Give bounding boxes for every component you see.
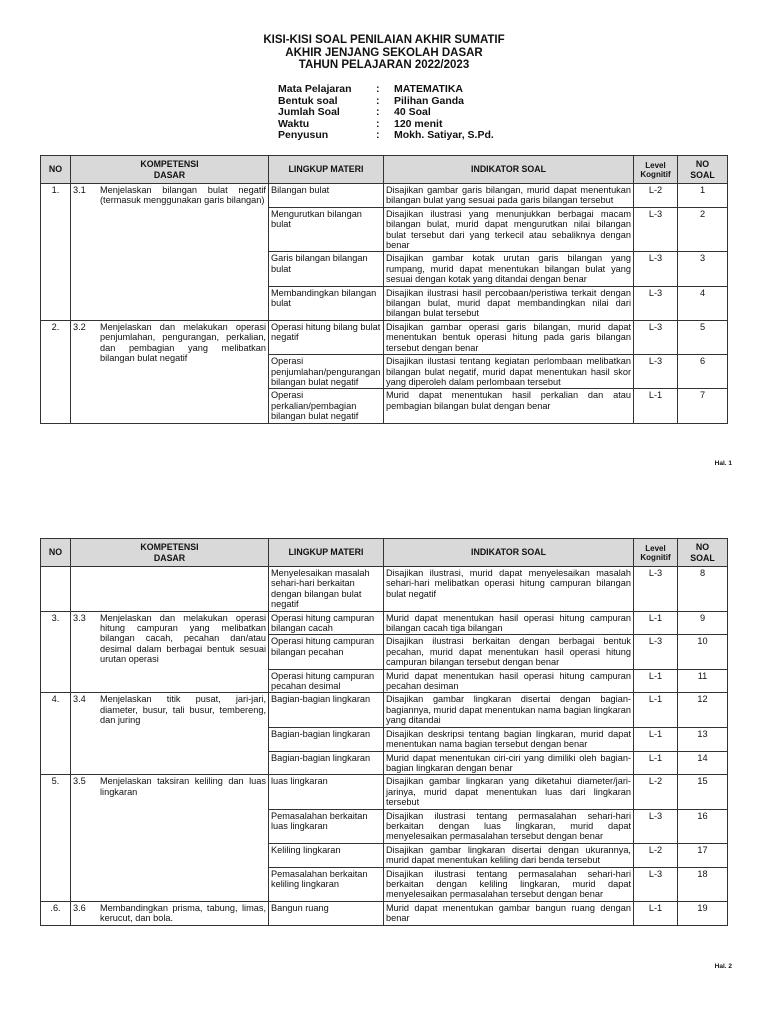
cell-nosoal: 19 <box>678 901 728 925</box>
table-row <box>41 775 728 809</box>
header-nosoal <box>678 156 728 184</box>
kd-number: 3.1 <box>73 185 86 195</box>
cell-no: 2. <box>41 320 71 423</box>
kd-text: Membandingkan prisma, tabung, limas, kerucut, dan bola. <box>100 902 266 924</box>
info-row <box>278 107 494 119</box>
cell-nosoal: 5 <box>678 320 728 354</box>
cell-lingkup: Operasi perkalian/pembagian bilangan bulat negatif <box>269 389 384 423</box>
kd-number: 3.5 <box>73 776 86 787</box>
cell-kompetensi <box>71 775 269 901</box>
cell-indikator: Murid dapat menentukan hasil operasi hitung campuran bilangan cacah tiga bilangan <box>384 611 634 635</box>
cell-nosoal: 13 <box>678 727 728 751</box>
cell-lingkup: Pemasalahan berkaitan keliling lingkaran <box>269 867 384 901</box>
info-label: Bentuk soal <box>278 94 338 107</box>
cell-lingkup: Operasi hitung campuran pecahan desimal <box>269 669 384 693</box>
title-line-2: AKHIR JENJANG SEKOLAH DASAR <box>285 46 483 59</box>
page-number-1: Hal. 1 <box>714 460 732 467</box>
cell-level: L-1 <box>634 727 678 751</box>
header-lingkup: LINGKUP MATERI <box>269 539 384 567</box>
cell-lingkup: luas lingkaran <box>269 775 384 809</box>
kd-number: 3.4 <box>73 694 86 705</box>
cell-lingkup: Bilangan bulat <box>269 184 384 208</box>
cell-lingkup: Operasi penjumlahan/pengurangan bilangan bulat negatif <box>269 355 384 389</box>
cell-kompetensi <box>71 693 269 775</box>
cell-indikator: Disajikan ilustrasi berkaitan dengan berbagai bentuk pecahan, murid dapat menentukan hasil operasi hitung campuran bilangan tersebut dengan benar <box>384 635 634 669</box>
header-nosoal-line2: SOAL <box>690 552 715 563</box>
kd-number: 3.6 <box>73 902 86 913</box>
cell-level: L-1 <box>634 751 678 775</box>
header-kd-line2: DASAR <box>153 552 186 563</box>
info-separator: : <box>376 129 380 141</box>
cell-indikator: Disajikan ilustrasi tentang permasalahan sehari-hari berkaitan dengan keliling lingkaran, murid dapat menyelesaikan permasalahan tersebut dengan benar <box>384 867 634 901</box>
cell-level: L-3 <box>634 809 678 843</box>
cell-level: L-3 <box>634 286 678 320</box>
title-line-3: TAHUN PELAJARAN 2022/2023 <box>298 59 470 71</box>
cell-lingkup: Bagian-bagian lingkaran <box>269 693 384 727</box>
info-value: MATEMATIKA <box>394 83 464 95</box>
info-separator: : <box>376 106 380 118</box>
cell-no: 5. <box>41 775 71 901</box>
kd-text: Menjelaskan titik pusat, jari-jari, diameter, busur, tali busur, tembereng, dan juring <box>100 694 266 726</box>
cell-lingkup: Membandingkan bilangan bulat <box>269 286 384 320</box>
kd-text: Menjelaskan bilangan bulat negatif (termasuk menggunakan garis bilangan) <box>100 185 266 206</box>
cell-indikator: Disajikan gambar garis bilangan, murid dapat menentukan bilangan bulat yang sesuai pada garis bilangan tersebut <box>384 184 634 208</box>
info-value: 40 Soal <box>394 106 431 118</box>
cell-indikator: Murid dapat menentukan hasil operasi hitung campuran pecahan desiman <box>384 669 634 693</box>
cell-nosoal: 14 <box>678 751 728 775</box>
header-nosoal <box>678 539 728 567</box>
cell-level: L-2 <box>634 843 678 867</box>
header-kd-line1: KOMPETENSI <box>140 542 199 553</box>
header-no: NO <box>41 539 71 567</box>
cell-nosoal: 18 <box>678 867 728 901</box>
kd-number: 3.3 <box>73 612 86 623</box>
cell-kompetensi <box>71 320 269 423</box>
cell-nosoal: 3 <box>678 252 728 286</box>
cell-level: L-3 <box>634 867 678 901</box>
header-nosoal-line2: SOAL <box>690 169 715 180</box>
info-separator: : <box>376 117 380 130</box>
header-level-line2: Kognitif <box>640 169 671 179</box>
header-level <box>634 539 678 567</box>
info-row <box>278 84 494 96</box>
table-header-row <box>41 539 728 567</box>
cell-nosoal: 4 <box>678 286 728 320</box>
cell-lingkup: Menyelesaikan masalah sehari-hari berkaitan dengan bilangan bulat negatif <box>269 567 384 612</box>
cell-nosoal: 6 <box>678 355 728 389</box>
cell-nosoal: 2 <box>678 207 728 252</box>
cell-indikator: Disajikan gambar kotak urutan garis bilangan yang rumpang, murid dapat menentukan bilangan bulat yang sesuai dengan kotak yang ditandai dengan benar <box>384 252 634 286</box>
cell-lingkup: Operasi hitung bilang bulat negatif <box>269 320 384 354</box>
info-label: Penyusun <box>278 129 329 141</box>
cell-indikator: Disajikan gambar operasi garis bilangan, murid dapat menentukan bentuk operasi hitung pada garis bilangan tersebut dengan benar <box>384 320 634 354</box>
cell-nosoal: 8 <box>678 567 728 612</box>
header-nosoal-line1: NO <box>695 159 710 170</box>
cell-level: L-1 <box>634 389 678 423</box>
table-header-row <box>41 156 728 184</box>
cell-indikator: Disajikan gambar lingkaran disertai dengan bagian-bagiannya, murid dapat menentukan nama bagian lingkaran yang ditandai <box>384 693 634 727</box>
info-label: Mata Pelajaran <box>278 83 352 95</box>
cell-lingkup: Operasi hitung campuran bilangan pecahan <box>269 635 384 669</box>
cell-lingkup: Mengurutkan bilangan bulat <box>269 207 384 252</box>
header-no: NO <box>41 156 71 184</box>
info-separator: : <box>376 94 380 107</box>
cell-level: L-2 <box>634 184 678 208</box>
cell-lingkup: Garis bilangan bilangan bulat <box>269 252 384 286</box>
cell-lingkup: Pemasalahan berkaitan luas lingkaran <box>269 809 384 843</box>
cell-lingkup: Bagian-bagian lingkaran <box>269 751 384 775</box>
cell-level: L-3 <box>634 355 678 389</box>
header-lingkup: LINGKUP MATERI <box>269 156 384 184</box>
cell-indikator: Murid dapat menentukan gambar bangun ruang dengan benar <box>384 901 634 925</box>
cell-kompetensi <box>71 611 269 693</box>
header-kompetensi <box>71 156 269 184</box>
cell-no <box>41 567 71 612</box>
cell-level: L-1 <box>634 611 678 635</box>
cell-indikator: Disajikan ilustrasi yang menunjukkan berbagai macam bilangan bulat, murid dapat mengurutkan nilai bilangan bulat tersebut dari yang terkecil atau sebaliknya dengan benar <box>384 207 634 252</box>
cell-indikator: Disajikan deskripsi tentang bagian lingkaran, murid dapat menentukan nama bagian tersebut dengan benar <box>384 727 634 751</box>
table-row <box>41 901 728 925</box>
header-level-line2: Kognitif <box>640 552 671 562</box>
cell-level: L-1 <box>634 901 678 925</box>
cell-nosoal: 17 <box>678 843 728 867</box>
cell-level: L-3 <box>634 567 678 612</box>
cell-no: 3. <box>41 611 71 693</box>
kd-text: Menjelaskan taksiran keliling dan luas lingkaran <box>100 776 266 797</box>
cell-nosoal: 10 <box>678 635 728 669</box>
cell-level: L-2 <box>634 775 678 809</box>
page-number-2: Hal. 2 <box>714 963 732 970</box>
cell-level: L-3 <box>634 207 678 252</box>
info-label: Jumlah Soal <box>278 106 340 118</box>
kd-text: Menjelaskan dan melakukan operasi penjumlahan, pengurangan, perkalian, dan pembagian yang melibatkan bilangan bulat negatif <box>100 321 266 364</box>
cell-nosoal: 12 <box>678 693 728 727</box>
cell-nosoal: 9 <box>678 611 728 635</box>
cell-indikator: Disajikan ilustasi tentang kegiatan perlombaan melibatkan bilangan bulat negatif, murid dapat menentukan hasil skor yang diperoleh dalam perlombaan tersebut <box>384 355 634 389</box>
cell-kompetensi <box>71 567 269 612</box>
info-label: Waktu <box>278 117 310 130</box>
cell-lingkup: Bagian-bagian lingkaran <box>269 727 384 751</box>
cell-indikator: Murid dapat menentukan ciri-ciri yang dimiliki oleh bagian-bagian lingkaran dengan benar <box>384 751 634 775</box>
table-row <box>41 611 728 635</box>
kisi-kisi-table-page-2 <box>40 538 728 926</box>
cell-level: L-1 <box>634 669 678 693</box>
header-indikator: INDIKATOR SOAL <box>384 156 634 184</box>
cell-level: L-3 <box>634 320 678 354</box>
cell-lingkup: Keliling lingkaran <box>269 843 384 867</box>
cell-indikator: Disajikan ilustrasi tentang permasalahan sehari-hari berkaitan dengan luas lingkaran, murid dapat menyelesaikan permasalahan tersebut dengan benar <box>384 809 634 843</box>
cell-no: 4. <box>41 693 71 775</box>
info-separator: : <box>376 83 380 95</box>
cell-indikator: Disajikan gambar lingkaran disertai dengan ukurannya, murid dapat menentukan keliling dari benda tersebut <box>384 843 634 867</box>
cell-nosoal: 1 <box>678 184 728 208</box>
cell-lingkup: Bangun ruang <box>269 901 384 925</box>
header-kd-line1: KOMPETENSI <box>140 159 199 170</box>
info-value: 120 menit <box>394 117 443 130</box>
exam-info <box>278 84 494 142</box>
cell-kompetensi <box>71 901 269 925</box>
cell-nosoal: 16 <box>678 809 728 843</box>
table-row <box>41 567 728 612</box>
header-indikator: INDIKATOR SOAL <box>384 539 634 567</box>
table-row <box>41 693 728 727</box>
kd-text: Menjelaskan dan melakukan operasi hitung campuran yang melibatkan bilangan cacah, pecahan dan/atau desimal dalam berbagai bentuk sesuai urutan operasi <box>100 612 266 665</box>
info-value: Mokh. Satiyar, S.Pd. <box>394 129 494 141</box>
cell-nosoal: 11 <box>678 669 728 693</box>
document-header <box>0 34 768 72</box>
header-kompetensi <box>71 539 269 567</box>
cell-indikator: Disajikan gambar lingkaran yang diketahui diameter/jari-jarinya, murid dapat menentukan luas dari lingkaran tersebut <box>384 775 634 809</box>
cell-indikator: Disajikan ilustrasi, murid dapat menyelesaikan masalah sehari-hari melibatkan operasi hitung campuran bilangan bulat negatif <box>384 567 634 612</box>
cell-lingkup: Operasi hitung campuran bilangan cacah <box>269 611 384 635</box>
info-value: Pilihan Ganda <box>394 94 465 107</box>
cell-indikator: Disajikan ilustrasi hasil percobaan/peristiwa terkait dengan bilangan bulat, murid dapat membandingkan nilai dari bilangan bulat tersebut <box>384 286 634 320</box>
cell-indikator: Murid dapat menentukan hasil perkalian dan atau pembagian bilangan bulat dengan benar <box>384 389 634 423</box>
info-row <box>278 130 494 142</box>
kisi-kisi-table-page-1 <box>40 155 728 424</box>
cell-no: .6. <box>41 901 71 925</box>
kd-number: 3.2 <box>73 321 86 332</box>
cell-kompetensi <box>71 184 269 321</box>
table-row <box>41 184 728 208</box>
cell-nosoal: 15 <box>678 775 728 809</box>
header-level-line1: Level <box>645 543 666 553</box>
table-row <box>41 320 728 354</box>
cell-nosoal: 7 <box>678 389 728 423</box>
cell-no: 1. <box>41 184 71 321</box>
cell-level: L-3 <box>634 252 678 286</box>
header-level <box>634 156 678 184</box>
header-level-line1: Level <box>645 160 666 170</box>
header-kd-line2: DASAR <box>153 169 186 180</box>
cell-level: L-3 <box>634 635 678 669</box>
title-line-1: KISI-KISI SOAL PENILAIAN AKHIR SUMATIF <box>263 34 505 46</box>
header-nosoal-line1: NO <box>695 542 710 553</box>
cell-level: L-1 <box>634 693 678 727</box>
